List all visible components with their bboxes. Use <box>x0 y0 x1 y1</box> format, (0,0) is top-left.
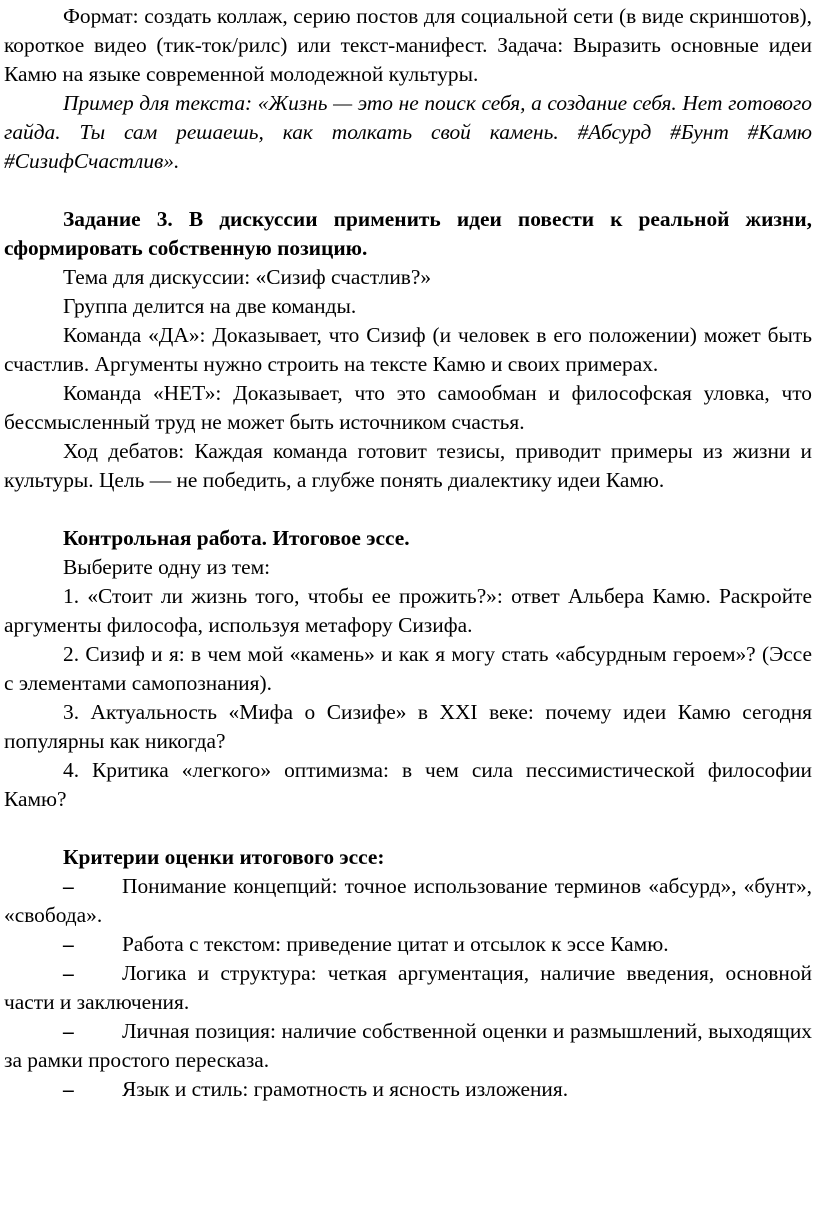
criteria-item <box>4 872 812 930</box>
task3-team-yes: Команда «ДА»: Доказывает, что Сизиф (и человек в его положении) может быть счастлив. Аргументы нужно строить на тексте Камю и своих примерах. <box>4 323 812 376</box>
essay-topic-1: 1. «Стоит ли жизнь того, чтобы ее прожить?»: ответ Альбера Камю. Раскройте аргументы философа, используя метафору Сизифа. <box>4 584 812 637</box>
task3-debate-flow: Ход дебатов: Каждая команда готовит тезисы, приводит примеры из жизни и культуры. Цель — не победить, а глубже понять диалектику идеи Камю. <box>4 439 812 492</box>
criteria-item-text: Личная позиция: наличие собственной оценки и размышлений, выходящих за рамки простого пересказа. <box>4 1019 812 1072</box>
spacer <box>4 814 812 843</box>
bullet-dash: – <box>63 932 74 956</box>
criteria-item-text: Логика и структура: четкая аргументация, наличие введения, основной части и заключения. <box>4 961 812 1014</box>
task3-team-no: Команда «НЕТ»: Доказывает, что это самообман и философская уловка, что бессмысленный труд не может быть источником счастья. <box>4 381 812 434</box>
bullet-dash: – <box>63 1019 74 1043</box>
criteria-item-text: Работа с текстом: приведение цитат и отсылок к эссе Камю. <box>122 932 669 956</box>
criteria-item-text: Язык и стиль: грамотность и ясность изложения. <box>122 1077 569 1101</box>
essay-topic-2: 2. Сизиф и я: в чем мой «камень» и как я могу стать «абсурдным героем»? (Эссе с элементами самопознания). <box>4 642 812 695</box>
criteria-heading: Критерии оценки итогового эссе: <box>63 845 385 869</box>
spacer <box>4 495 812 524</box>
essay-topic-3: 3. Актуальность «Мифа о Сизифе» в XXI веке: почему идеи Камю сегодня популярны как никогда? <box>4 700 812 753</box>
criteria-item <box>4 930 812 959</box>
essay-heading: Контрольная работа. Итоговое эссе. <box>63 526 410 550</box>
criteria-item <box>4 1017 812 1075</box>
criteria-item-text: Понимание концепций: точное использование терминов «абсурд», «бунт», «свобода». <box>4 874 812 927</box>
bullet-dash: – <box>63 874 74 898</box>
example-paragraph: Пример для текста: «Жизнь — это не поиск себя, а создание себя. Нет готового гайда. Ты сам решаешь, как толкать свой камень. #Абсурд #Бунт #Камю #СизифСчастлив». <box>4 91 812 173</box>
spacer <box>4 176 812 205</box>
task3-heading: Задание 3. В дискуссии применить идеи повести к реальной жизни, сформировать собственную позицию. <box>4 207 812 260</box>
task3-topic: Тема для дискуссии: «Сизиф счастлив?» <box>63 265 432 289</box>
bullet-dash: – <box>63 961 74 985</box>
criteria-item <box>4 1075 812 1104</box>
bullet-dash: – <box>63 1077 74 1101</box>
format-paragraph: Формат: создать коллаж, серию постов для социальной сети (в виде скриншотов), короткое видео (тик-ток/рилс) или текст-манифест. Задача: Выразить основные идеи Камю на языке современной молодежной культуры. <box>4 4 812 86</box>
task3-groups: Группа делится на две команды. <box>63 294 357 318</box>
essay-intro: Выберите одну из тем: <box>63 555 271 579</box>
essay-topic-4: 4. Критика «легкого» оптимизма: в чем сила пессимистической философии Камю? <box>4 758 812 811</box>
criteria-item <box>4 959 812 1017</box>
